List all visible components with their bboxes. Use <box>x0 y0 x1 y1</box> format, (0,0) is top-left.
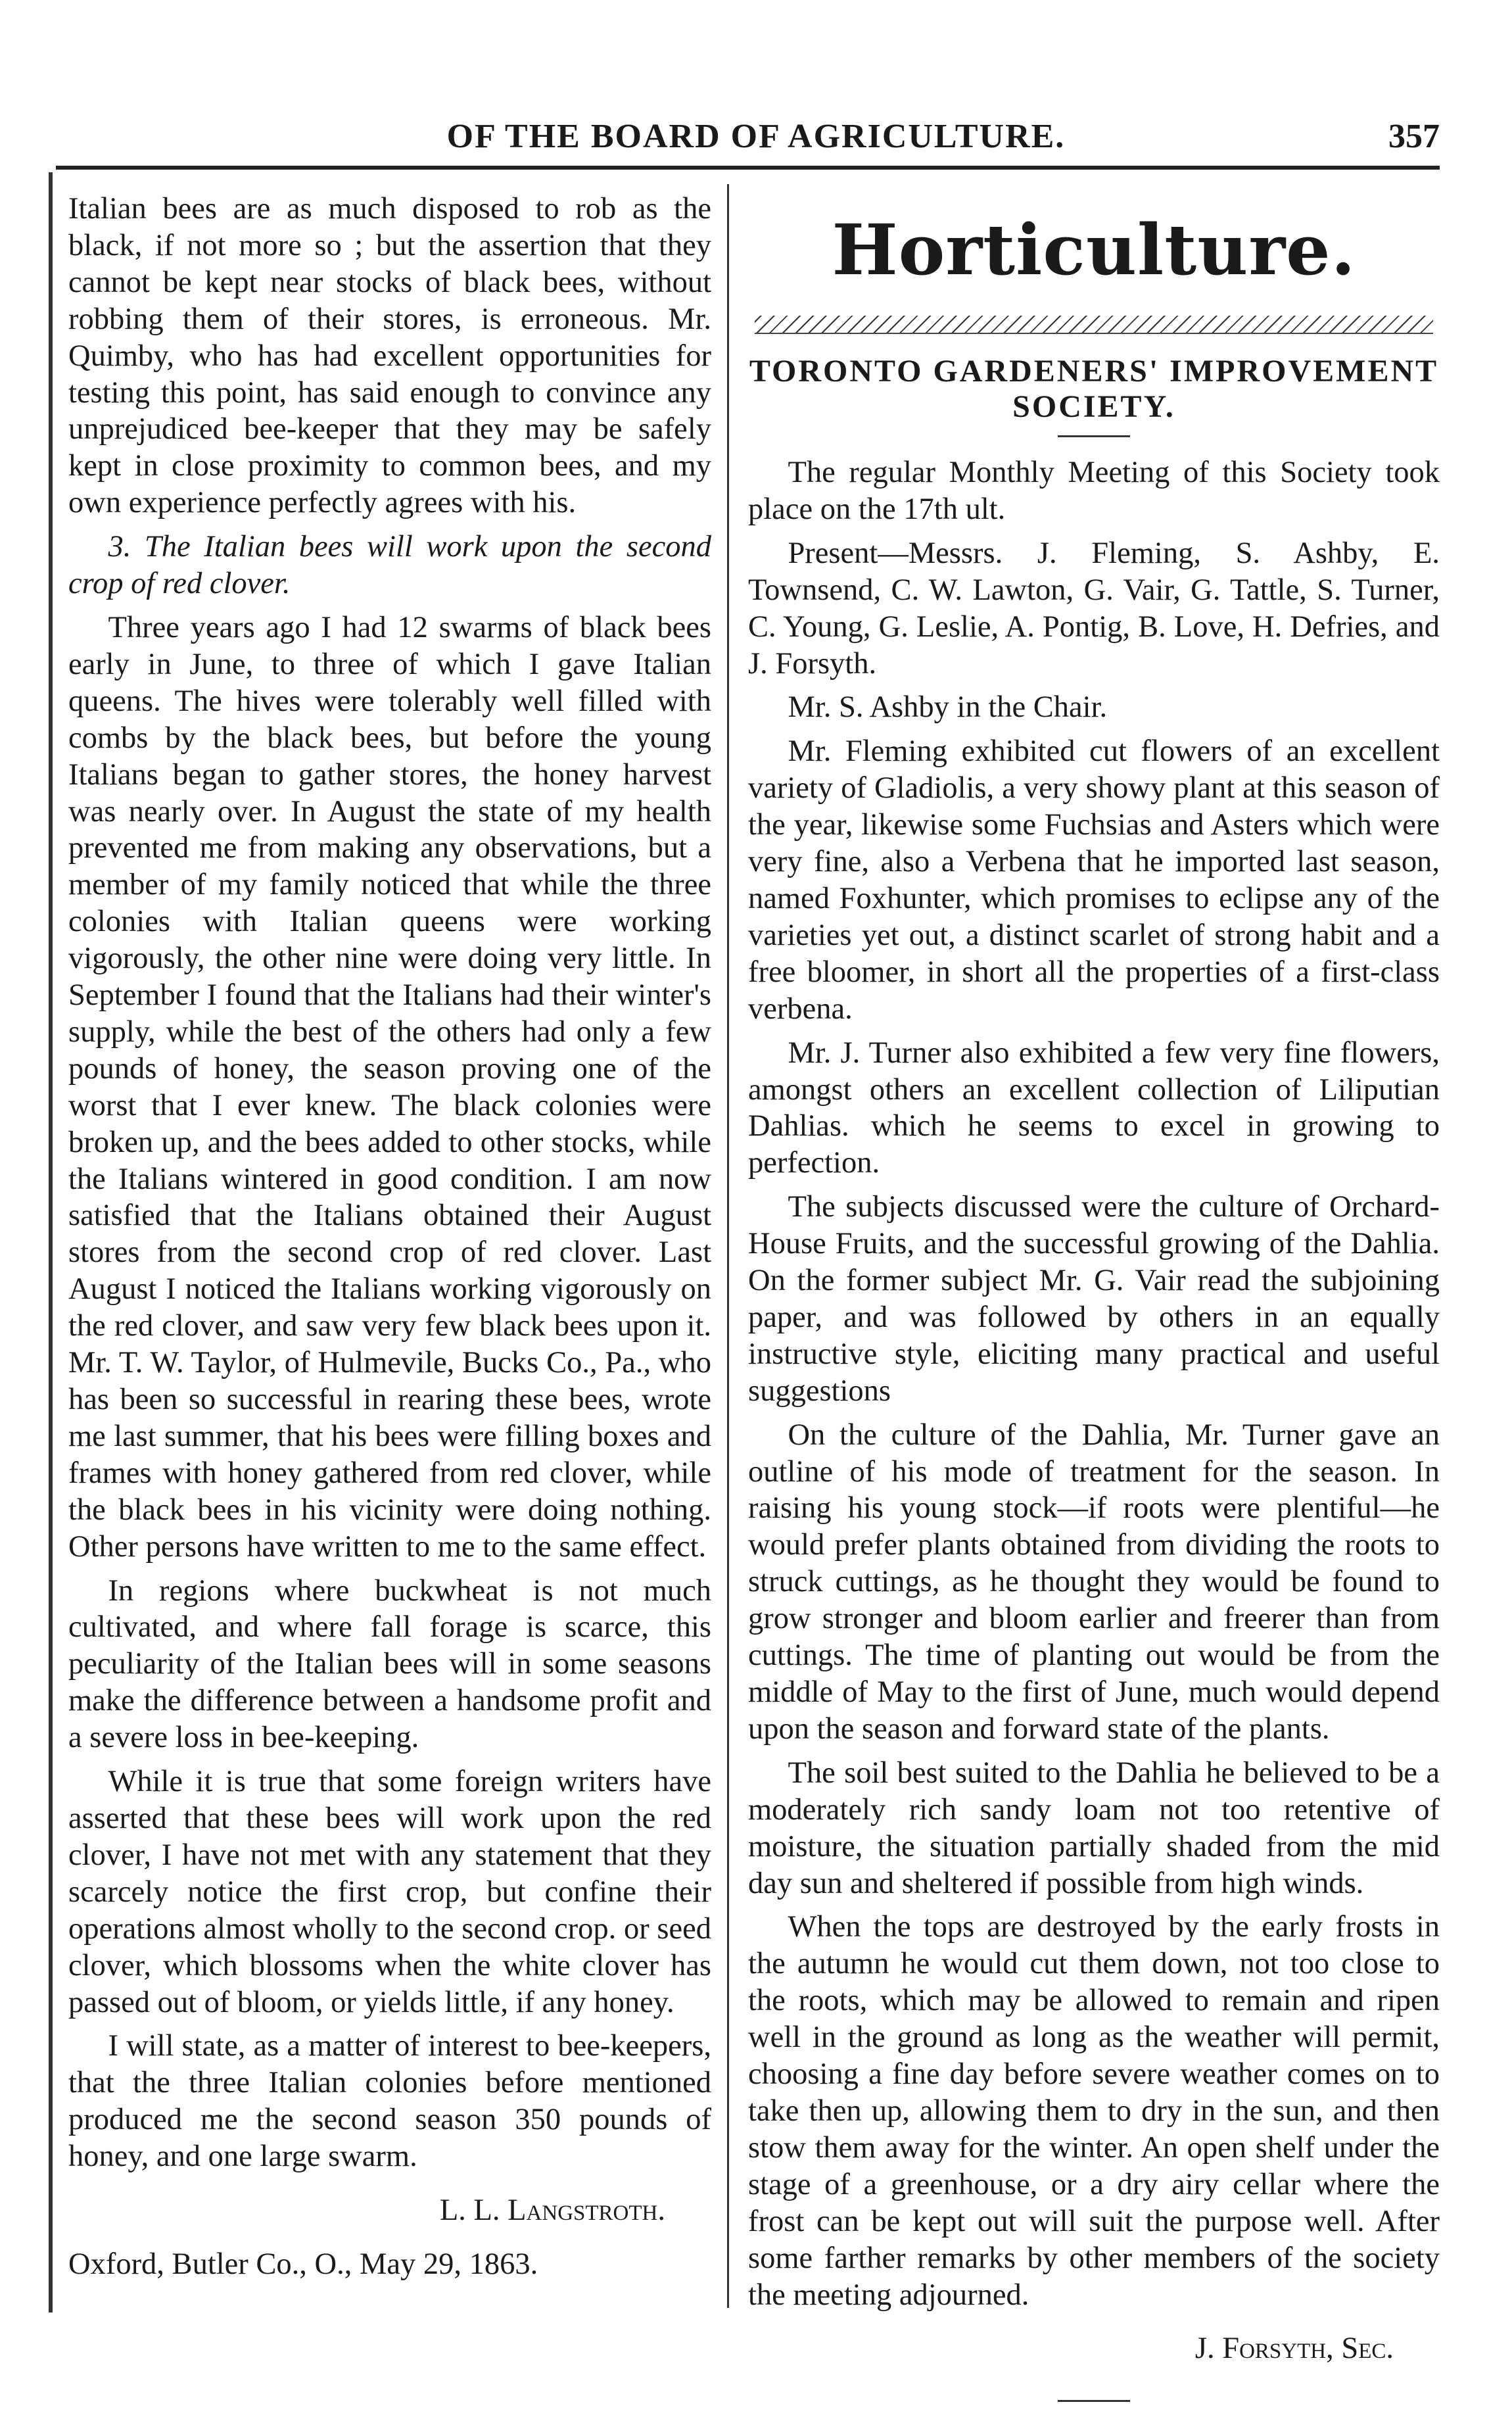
paragraph: The regular Monthly Meeting of this Society took place on the 17th ult. <box>748 456 1440 526</box>
running-head: OF THE BOARD OF AGRICULTURE. <box>446 118 1066 155</box>
ornamental-rule <box>755 316 1433 334</box>
paragraph: Mr. S. Ashby in the Chair. <box>788 690 1108 725</box>
paragraph: Mr. J. Turner also exhibited a few very fine flowers, amongst others an excellent collection of Liliputian Dahlias. which he seems to excel in growing to perfection. <box>748 1036 1440 1180</box>
paragraph: On the culture of the Dahlia, Mr. Turner gave an outline of his mode of treatment for the season. In raising his young stock—if roots were plentiful—he would prefer plants obtained from dividing the roots to struck cuttings, as he thought they would be found to grow stronger and bloom earlier and freerer than from cuttings. The time of planting out would be from the middle of May to the first of June, much would depend upon the season and forward state of the plants. <box>748 1418 1440 1746</box>
paragraph: While it is true that some foreign writers have asserted that these bees will work upon the red clover, I have not met with any statement that they scarcely notice the first crop, but confine their operations almost wholly to the second crop. or seed clover, which blossoms when the white clover has passed out of bloom, or yields little, if any honey. <box>68 1765 711 2019</box>
column-divider <box>727 184 729 2308</box>
article-title: TORONTO GARDENERS' IMPROVEMENT SOCIETY. <box>749 354 1439 424</box>
title-rule <box>1058 435 1130 437</box>
numbered-heading: 3. The Italian bees will work upon the second crop of red clover. <box>68 530 711 601</box>
paragraph: Present—Messrs. J. Fleming, S. Ashby, E. Townsend, C. W. Lawton, G. Vair, G. Tattle, S. Turner, C. Young, G. Leslie, A. Pontig, B. Love, H. Defries, and J. Forsyth. <box>748 536 1440 681</box>
paragraph: The soil best suited to the Dahlia he believed to be a moderately rich sandy loam not too retentive of moisture, the situation partially shaded from the mid day sun and sheltered if possible from high winds. <box>748 1756 1440 1900</box>
paragraph: I will state, as a matter of interest to bee-keepers, that the three Italian colonies before mentioned produced me the second season 350 pounds of honey, and one large swarm. <box>68 2029 711 2174</box>
left-margin-rule <box>49 172 53 2313</box>
paragraph: When the tops are destroyed by the early frosts in the autumn he would cut them down, not too close to the roots, which may be allowed to remain and ripen well in the ground as long as the weather will permit, choosing a fine day before severe weather comes on to take then up, allowing them to dry in the sun, and then stow them away for the winter. An open shelf under the stage of a greenhouse, or a dry airy cellar where the frost can be kept out will suit the purpose well. After some farther remarks by other members of the society the meeting adjourned. <box>748 1910 1440 2312</box>
header-rule <box>56 166 1440 170</box>
author-signature: L. L. Langstroth. <box>439 2193 665 2228</box>
paragraph: The subjects discussed were the culture of Orchard-House Fruits, and the successful growing of the Dahlia. On the former subject Mr. G. Vair read the subjoining paper, and was followed by others in an equally instructive style, eliciting many practical and useful suggestions <box>748 1190 1440 1408</box>
paragraph: Three years ago I had 12 swarms of black bees early in June, to three of which I gave Italian queens. The hives were tolerably well filled with combs by the black bees, but before the young Italians began to gather stores, the honey harvest was nearly over. In August the state of my health prevented me from making any observations, but a member of my family noticed that while the three colonies with Italian queens were working vigorously, the other nine were doing very little. In September I found that the Italians had their winter's supply, while the best of the others had only a few pounds of honey, the season proving one of the worst that I ever knew. The black colonies were broken up, and the bees added to other stocks, while the Italians wintered in good condition. I am now satisfied that the Italians obtained their August stores from the second crop of red clover. Last August I noticed the Italians working vigorously on the red clover, and saw very few black bees upon it. Mr. T. W. Taylor, of Hulmevile, Bucks Co., Pa., who has been so successful in rearing these bees, wrote me last summer, that his bees were filling boxes and frames with honey gathered from red clover, while the black bees in his vicinity were doing nothing. Other persons have written to me to the same effect. <box>68 610 711 1564</box>
right-column <box>748 191 1440 2402</box>
section-title: Horticulture. <box>832 208 1356 291</box>
paragraph: In regions where buckwheat is not much cultivated, and where fall forage is scarce, this peculiarity of the Italian bees will in some seasons make the difference between a handsome profit and a severe loss in bee-keeping. <box>68 1573 711 1755</box>
paragraph: Italian bees are as much disposed to rob as the black, if not more so ; but the assertion that they cannot be kept near stocks of black bees, without robbing them of their stores, is erroneous. Mr. Quimby, who has had excellent opportunities for testing this point, has said enough to convince any unprejudiced bee-keeper that they may be safely kept in close proximity to common bees, and my own experience perfectly agrees with his. <box>68 192 711 520</box>
secretary-signature: J. Forsyth, Sec. <box>1194 2332 1394 2366</box>
paragraph: Mr. Fleming exhibited cut flowers of an excellent variety of Gladiolis, a very showy plant at this season of the year, likewise some Fuchsias and Asters which were very fine, also a Verbena that he imported last season, named Foxhunter, which promises to eclipse any of the varieties yet out, a distinct scarlet of strong habit and a free bloomer, in short all the properties of a first-class verbena. <box>748 734 1440 1026</box>
dateline: Oxford, Butler Co., O., May 29, 1863. <box>68 2247 538 2281</box>
page-number: 357 <box>1388 118 1440 155</box>
end-rule <box>1058 2400 1130 2402</box>
left-column <box>68 191 711 2290</box>
